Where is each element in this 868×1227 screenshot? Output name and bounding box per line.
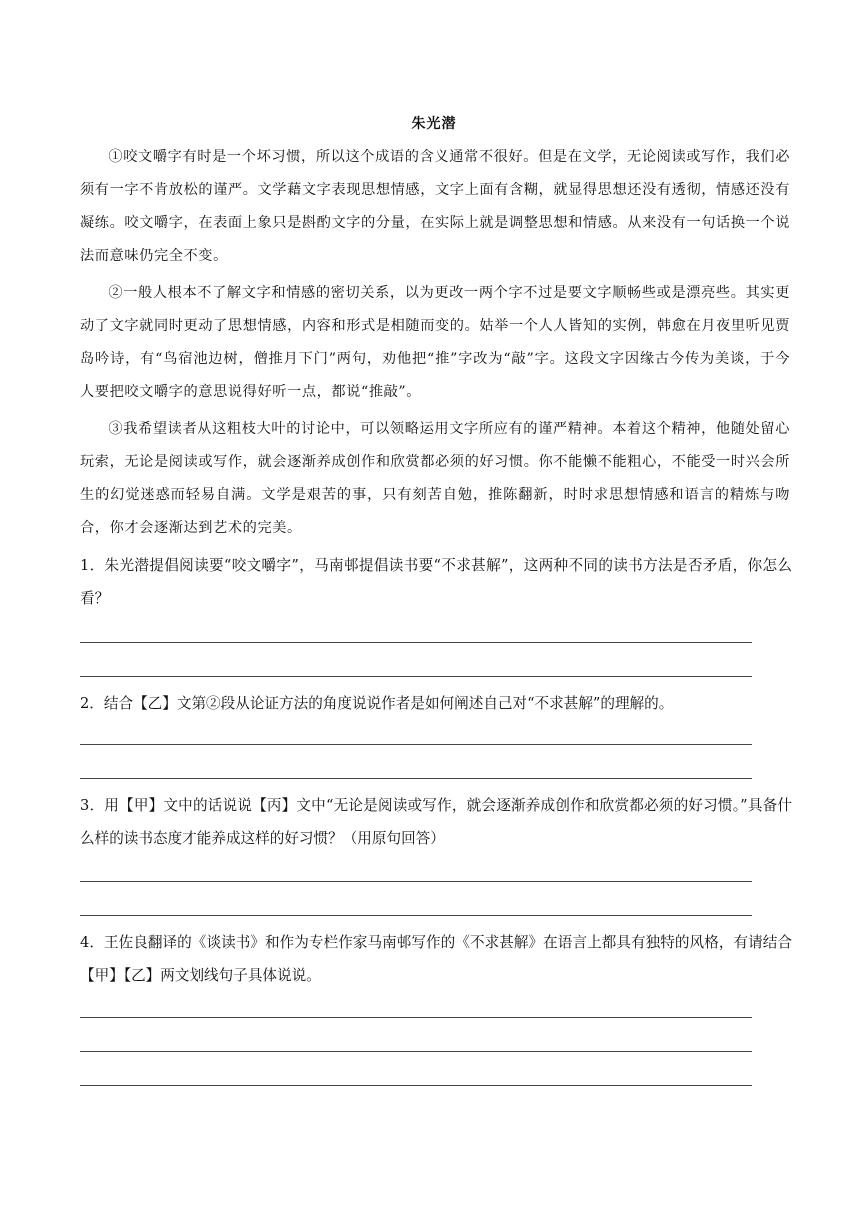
answer-line[interactable] <box>80 881 752 882</box>
question-3: 3．用【甲】文中的话说说【丙】文中“无论是阅读或写作，就会逐渐养成创作和欣赏都必须的好习惯。”具备什么样的读书态度才能养成这样的好习惯？（用原句回答） <box>80 797 792 847</box>
answer-line[interactable] <box>80 1017 752 1018</box>
paragraph-3: ③我希望读者从这粗枝大叶的讨论中，可以领略运用文字所应有的谨严精神。本着这个精神，他随处留心玩索，无论是阅读或写作，就会逐渐养成创作和欣赏都必须的好习惯。你不能懒不能粗心，不能受一时兴会所生的幻觉迷惑而轻易自满。文学是艰苦的事，只有刻苦自勉，推陈翻新，时时求思想情感和语言的精炼与吻合，你才会逐渐达到艺术的完美。 <box>80 421 790 536</box>
answer-line[interactable] <box>80 676 752 677</box>
question-1: 1．朱光潜提倡阅读要“咬文嚼字”，马南邨提倡读书要“不求甚解”，这两种不同的读书方法是否矛盾，你怎么看？ <box>80 557 792 607</box>
question-4: 4．王佐良翻译的《谈读书》和作为专栏作家马南邨写作的《不求甚解》在语言上都具有独特的风格，有请结合【甲】【乙】两文划线句子具体说说。 <box>80 934 792 984</box>
paragraph-2: ②一般人根本不了解文字和情感的密切关系，以为更改一两个字不过是要文字顺畅些或是漂亮些。其实更动了文字就同时更动了思想情感，内容和形式是相随而变的。姑举一个人人皆知的实例，韩愈在月夜里听见贾岛吟诗，有“鸟宿池边树，僧推月下门”两句，劝他把“推”字改为“敲”字。这段文字因缘古今传为美谈，于今人要把咬文嚼字的意思说得好听一点，都说“推敲”。 <box>80 285 790 400</box>
author-name: 朱光潜 <box>411 116 457 132</box>
question-2: 2．结合【乙】文第②段从论证方法的角度说说作者是如何阐述自己对“不求甚解”的理解的。 <box>80 695 674 712</box>
answer-line[interactable] <box>80 744 752 745</box>
answer-line[interactable] <box>80 1051 752 1052</box>
answer-line[interactable] <box>80 1085 752 1086</box>
answer-line[interactable] <box>80 778 752 779</box>
answer-line[interactable] <box>80 642 752 643</box>
paragraph-1: ①咬文嚼字有时是一个坏习惯，所以这个成语的含义通常不很好。但是在文学，无论阅读或写作，我们必须有一字不肯放松的谨严。文学藉文字表现思想情感，文字上面有含糊，就显得思想还没有透彻，情感还没有凝练。咬文嚼字，在表面上象只是斟酌文字的分量，在实际上就是调整思想和情感。从来没有一句话换一个说法而意味仍完全不变。 <box>80 149 790 264</box>
answer-line[interactable] <box>80 915 752 916</box>
